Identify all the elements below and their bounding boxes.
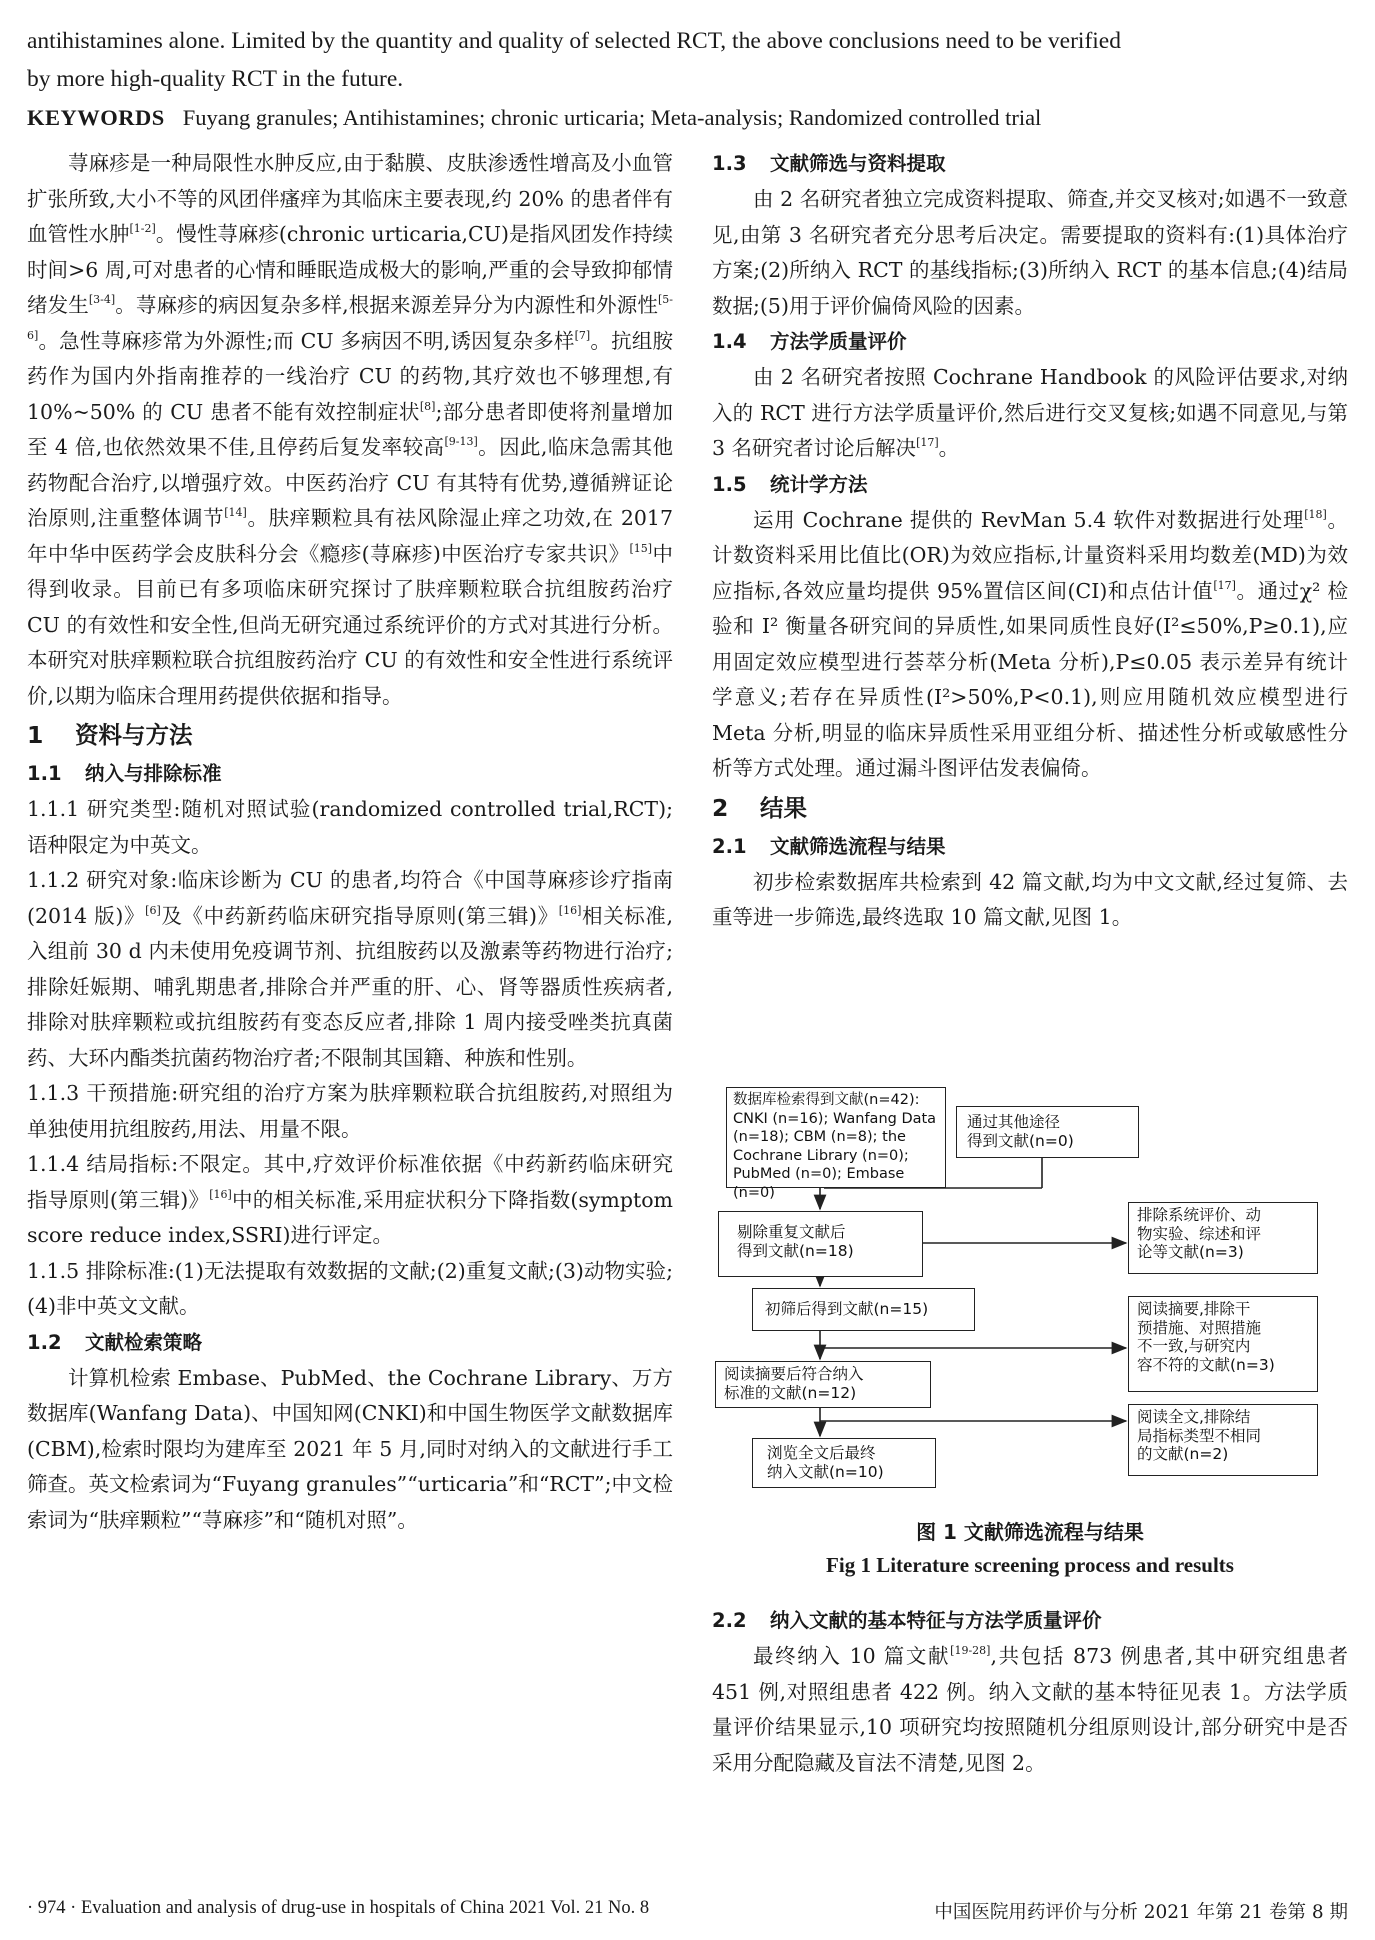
para-1-5: 运用 Cochrane 提供的 RevMan 5.4 软件对数据进行处理[18]。计数资料采用比值比(OR)为效应指标,计量资料采用均数差(MD)为效应指标,各效应量均提供 95%置信区间(CI)和点估计值[17]。通过χ² 检验和 I² 衡量各研究间的异质性,如果同质性良好(I²≤50%,P≥0.1),应用固定效应模型进行荟萃分析(Meta 分析),P≤0.05 表示差异有统计学意义;若存在异质性(I²>50%,P<0.1),则应用随机效应模型进行 Meta 分析,明显的临床异质性采用亚组分析、描述性分析或敏感性分析等方式处理。通过漏斗图评估发表偏倚。 — [712, 507, 1349, 780]
flowchart-figure — [712, 1086, 1348, 1506]
para-1-1-4: 1.1.4 结局指标:不限定。其中,疗效评价标准依据《中药新药临床研究指导原则(第三辑)》[16]中的相关标准,采用症状积分下降指数(symptom score reduce index,SSRI)进行评定。 — [27, 1152, 673, 1247]
para-1-3: 由 2 名研究者独立完成资料提取、筛查,并交叉核对;如遇不一致意见,由第 3 名研究者充分思考后决定。需要提取的资料有:(1)具体治疗方案;(2)所纳入 RCT 的基线指标;(3)所纳入 RCT 的基本信息;(4)结局数据;(5)用于评价偏倚风险的因素。 — [712, 187, 1348, 318]
keywords-text: Fuyang granules; Antihistamines; chronic urticaria; Meta-analysis; Randomized controlled trial — [182, 105, 1042, 130]
section-2-2-heading: 2.2 纳入文献的基本特征与方法学质量评价 — [712, 1609, 1102, 1632]
citation: [16] — [558, 903, 582, 917]
right-column-top — [712, 146, 1348, 936]
citation: [19-28] — [950, 1644, 991, 1657]
citation: [3-4] — [88, 293, 116, 306]
exclude-reviews-box: 排除系统评价、动 物实验、综述和评 论等文献(n=3) — [1128, 1202, 1318, 1274]
citation: [6] — [145, 903, 161, 917]
initial-screen-box: 初筛后得到文献(n=15) — [752, 1288, 975, 1331]
citation: [5-6] — [27, 293, 674, 342]
section-1-5-heading: 1.5 统计学方法 — [712, 472, 868, 496]
other-sources-box: 通过其他途径 得到文献(n=0) — [956, 1106, 1139, 1158]
keywords-label: KEYWORDS — [27, 105, 165, 130]
citation: [17] — [916, 436, 939, 449]
section-1-heading: 1 资料与方法 — [27, 721, 193, 749]
para-1-1-2: 1.1.2 研究对象:临床诊断为 CU 的患者,均符合《中国荨麻疹诊疗指南(2014 版)》[6]及《中药新药临床研究指导原则(第三辑)》[16]相关标准,入组前 30 d 内未使用免疫调节剂、抗组胺药以及激素等药物进行治疗;排除妊娠期、哺乳期患者,排除合并严重的肝、心、肾等器质性疾病者,排除对肤痒颗粒或抗组胺药有变态反应者,排除 1 周内接受唑类抗真菌药、大环内酯类抗菌药物治疗者;不限制其国籍、种族和性别。 — [27, 868, 673, 1070]
abstract-tail — [27, 22, 1347, 98]
figure-caption-en: Fig 1 Literature screening process and results — [826, 1553, 1234, 1577]
abstract-line-1: antihistamines alone. Limited by the quantity and quality of selected RCT, the above conclusions need to be verified — [27, 28, 1121, 54]
left-column — [27, 146, 673, 1538]
citation: [15] — [629, 541, 653, 555]
figure-caption-cn: 图 1 文献筛选流程与结果 — [916, 1520, 1144, 1544]
para-1-4: 由 2 名研究者按照 Cochrane Handbook 的风险评估要求,对纳入的 RCT 进行方法学质量评价,然后进行交叉复核;如遇不同意见,与第 3 名研究者讨论后解决[17]。 — [712, 365, 1348, 460]
para-1-1-5: 1.1.5 排除标准:(1)无法提取有效数据的文献;(2)重复文献;(3)动物实验;(4)非中英文文献。 — [27, 1258, 673, 1318]
intro-paragraph: 荨麻疹是一种局限性水肿反应,由于黏膜、皮肤渗透性增高及小血管扩张所致,大小不等的风团伴瘙痒为其临床主要表现,约 20% 的患者伴有血管性水肿[1-2]。慢性荨麻疹(chronic urticaria,CU)是指风团发作持续时间>6 周,可对患者的心情和睡眠造成极大的影响,严重的会导致抑郁情绪发生[3-4]。荨麻疹的病因复杂多样,根据来源差异分为内源性和外源性[5-6]。急性荨麻疹常为外源性;而 CU 多病因不明,诱因复杂多样[7]。抗组胺药作为国内外指南推荐的一线治疗 CU 的药物,其疗效也不够理想,有 10%~50% 的 CU 患者不能有效控制症状[8];部分患者即使将剂量增加至 4 倍,也依然效果不佳,且停药后复发率较高[9-13]。因此,临床急需其他药物配合治疗,以增强疗效。中医药治疗 CU 有其特有优势,遵循辨证论治原则,注重整体调节[14]。肤痒颗粒具有祛风除湿止痒之功效,在 2017 年中华中医药学会皮肤科分会《瘾疹(荨麻疹)中医治疗专家共识》[15]中得到收录。目前已有多项临床研究探讨了肤痒颗粒联合抗组胺药治疗 CU 的有效性和安全性,但尚无研究通过系统评价的方式对其进行分析。本研究对肤痒颗粒联合抗组胺药治疗 CU 的有效性和安全性进行系统评价,以期为临床合理用药提供依据和指导。 — [27, 151, 674, 708]
para-1-1-1: 1.1.1 研究类型:随机对照试验(randomized controlled trial,RCT);语种限定为中英文。 — [27, 797, 673, 857]
section-1-2-heading: 1.2 文献检索策略 — [27, 1330, 203, 1354]
abstract-eligible-box: 阅读摘要后符合纳入 标准的文献(n=12) — [715, 1361, 931, 1408]
keywords — [27, 101, 1357, 135]
section-1-1-heading: 1.1 纳入与排除标准 — [27, 762, 222, 785]
citation: [9-13] — [444, 435, 478, 448]
para-2-1: 初步检索数据库共检索到 42 篇文献,均为中文文献,经过复筛、去重等进一步筛选,最终选取 10 篇文献,见图 1。 — [712, 869, 1348, 929]
citation: [18] — [1304, 507, 1327, 521]
footer-left: · 974 · Evaluation and analysis of drug-use in hospitals of China 2021 Vol. 21 No. 8 — [27, 1898, 650, 1918]
right-column-bottom — [712, 1603, 1348, 1781]
section-2-1-heading: 2.1 文献筛选流程与结果 — [712, 834, 946, 858]
section-2-heading: 2 结果 — [712, 793, 807, 822]
para-1-2: 计算机检索 Embase、PubMed、the Cochrane Library、万方数据库(Wanfang Data)、中国知网(CNKI)和中国生物医学文献数据库(CBM),检索时限均为建库至 2021 年 5 月,同时对纳入的文献进行手工筛查。英文检索词为“Fuyang granules”“urticaria”和“RCT”;中文检索词为“肤痒颗粒”“荨麻疹”和“随机对照”。 — [27, 1365, 673, 1532]
section-1-3-heading: 1.3 文献筛选与资料提取 — [712, 152, 946, 175]
final-included-box: 浏览全文后最终 纳入文献(n=10) — [752, 1438, 936, 1488]
db-search-box: 数据库检索得到文献(n=42): CNKI (n=16); Wanfang Data (n=18); CBM (n=8); the Cochrane Library (n=0); PubMed (n=0); Embase (n=0) — [726, 1087, 946, 1188]
exclude-abstract-box: 阅读摘要,排除干 预措施、对照措施 不一致,与研究内 容不符的文献(n=3) — [1128, 1296, 1318, 1392]
citation: [16] — [209, 1187, 232, 1201]
abstract-line-2: by more high-quality RCT in the future. — [27, 66, 404, 92]
para-2-2: 最终纳入 10 篇文献[19-28],共包括 873 例患者,其中研究组患者 451 例,对照组患者 422 例。纳入文献的基本特征见表 1。方法学质量评价结果显示,10 项研究均按照随机分组原则设计,部分研究中是否采用分配隐藏及盲法不清楚,见图 2。 — [712, 1644, 1348, 1775]
citation: [17] — [1213, 578, 1236, 592]
citation: [14] — [224, 506, 247, 519]
dedup-box: 剔除重复文献后 得到文献(n=18) — [718, 1211, 923, 1277]
citation: [8] — [419, 399, 436, 413]
section-1-4-heading: 1.4 方法学质量评价 — [712, 330, 907, 353]
footer-right: 中国医院用药评价与分析 2021 年第 21 卷第 8 期 — [934, 1902, 1348, 1923]
citation: [1-2] — [129, 222, 156, 235]
exclude-fulltext-box: 阅读全文,排除结 局指标类型不相同 的文献(n=2) — [1128, 1404, 1318, 1476]
para-1-1-3: 1.1.3 干预措施:研究组的治疗方案为肤痒颗粒联合抗组胺药,对照组为单独使用抗组胺药,用法、用量不限。 — [27, 1081, 673, 1141]
citation: [7] — [574, 328, 591, 342]
